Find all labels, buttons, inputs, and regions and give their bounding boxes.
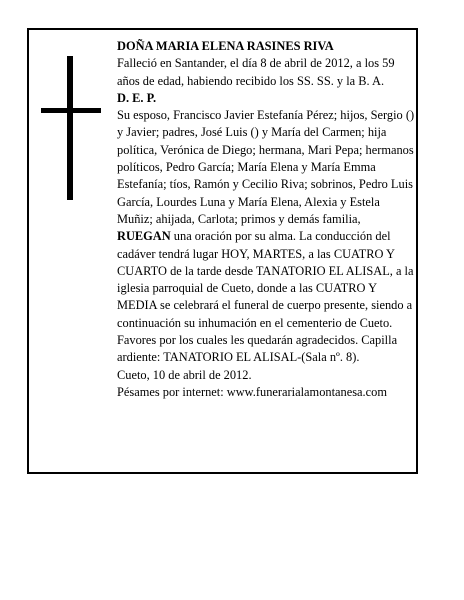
obituary-notice <box>27 28 418 474</box>
cross-icon <box>41 56 101 200</box>
ruegan-word: RUEGAN <box>117 229 171 244</box>
ceremony-info <box>117 228 417 366</box>
death-info: Falleció en Santander, el día 8 de abril de 2012, a los 59 años de edad, habiendo recibido los SS. SS. y la B. A. <box>117 56 395 88</box>
notice-text <box>117 38 417 401</box>
deceased-name: DOÑA MARIA ELENA RASINES RIVA <box>117 39 334 53</box>
family-list: Su esposo, Francisco Javier Estefanía Pérez; hijos, Sergio () y Javier; padres, José Luis () y María del Carmen; hija política, Verónica de Diego; hermana, Mari Pepa; hermanos políticos, Pedro García; María Elena y María Emma Estefanía; tíos, Ramón y Cecilio Riva; sobrinos, Pedro Luis García, Lourdes Luna y María Elena, Alexia y Estela Muñiz; ahijada, Carlota; primos y demás familia, <box>117 108 415 226</box>
condolences-line: Pésames por internet: www.funerarialamontanesa.com <box>117 384 387 399</box>
ceremony-details: una oración por su alma. La conducción del cadáver tendrá lugar HOY, MARTES, a las CUATRO Y CUARTO de la tarde desde TANATORIO EL ALISAL, a la iglesia parroquial de Cueto, donde a las CUATRO Y MEDIA se celebrará el funeral de cuerpo presente, siendo a continuación su inhumación en el cementerio de Cueto. Favores por los cuales les quedarán agradecidos. Capilla ardiente: TANATORIO EL ALISAL-(Sala nº. 8). <box>117 229 414 365</box>
cross-vertical-bar <box>67 56 73 200</box>
cross-horizontal-bar <box>41 108 101 113</box>
dep-line: D. E. P. <box>117 90 157 105</box>
place-date: Cueto, 10 de abril de 2012. <box>117 367 252 382</box>
